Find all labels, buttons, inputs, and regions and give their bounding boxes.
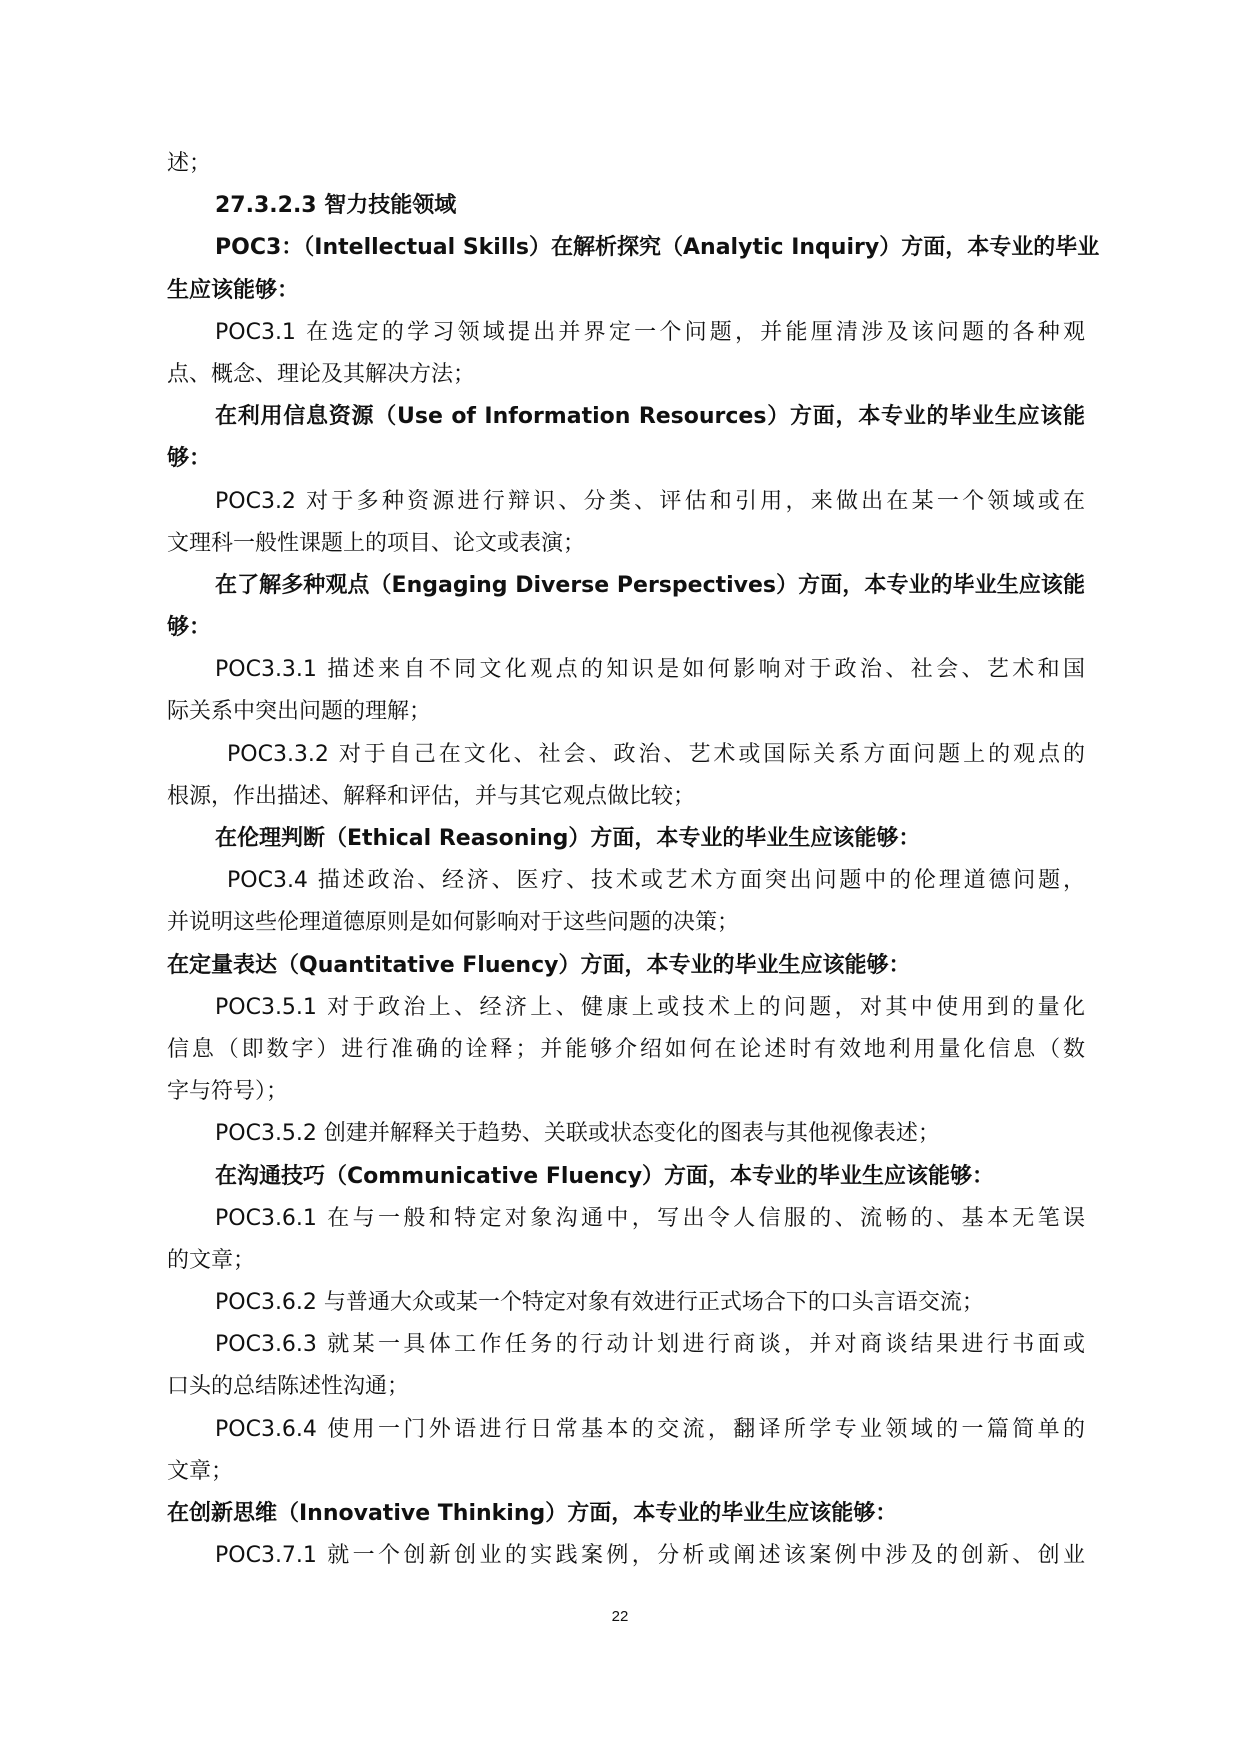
body-text-line: POC3.1 在选定的学习领域提出并界定一个问题，并能厘清涉及该问题的各种观 xyxy=(215,319,1085,345)
body-text-line: 信息（即数字）进行准确的诠释；并能够介绍如何在论述时有效地利用量化信息（数 xyxy=(167,1036,1085,1062)
document-body xyxy=(167,143,1100,1577)
section-heading-line: 够： xyxy=(167,615,212,641)
section-heading-line: 在了解多种观点（Engaging Diverse Perspectives）方面，本专业的毕业生应该能 xyxy=(215,572,1085,598)
body-text-line: POC3.5.1 对于政治上、经济上、健康上或技术上的问题，对其中使用到的量化 xyxy=(215,994,1085,1020)
section-heading-line: 27.3.2.3 智力技能领域 xyxy=(215,193,457,219)
section-heading-line: POC3：（Intellectual Skills）在解析探究（Analytic Inquiry）方面，本专业的毕业 xyxy=(215,235,1100,261)
body-text-line: POC3.6.1 在与一般和特定对象沟通中，写出令人信服的、流畅的、基本无笔误 xyxy=(215,1205,1085,1231)
body-text-line: POC3.5.2 创建并解释关于趋势、关联或状态变化的图表与其他视像表述； xyxy=(215,1121,940,1147)
body-text-line: 点、概念、理论及其解决方法； xyxy=(167,361,476,387)
section-heading-line: 在利用信息资源（Use of Information Resources）方面，本专业的毕业生应该能 xyxy=(215,404,1085,430)
body-text-line: POC3.2 对于多种资源进行辩识、分类、评估和引用，来做出在某一个领域或在 xyxy=(215,488,1085,514)
body-text-line: 文章； xyxy=(167,1458,234,1484)
body-text-line: 字与符号）； xyxy=(167,1079,289,1105)
body-text-line: 并说明这些伦理道德原则是如何影响对于这些问题的决策； xyxy=(167,910,740,936)
section-heading-line: 够： xyxy=(167,446,212,472)
section-heading-line: 生应该能够： xyxy=(167,277,300,303)
body-text-line: 述； xyxy=(167,151,212,176)
section-heading-line: 在定量表达（Quantitative Fluency）方面，本专业的毕业生应该能够： xyxy=(167,952,911,978)
body-text-line: 际关系中突出问题的理解； xyxy=(167,699,432,725)
body-text-line: POC3.6.2 与普通大众或某一个特定对象有效进行正式场合下的口头言语交流； xyxy=(215,1290,984,1316)
page-number: 22 xyxy=(611,1608,629,1625)
section-heading-line: 在创新思维（Innovative Thinking）方面，本专业的毕业生应该能够： xyxy=(167,1501,898,1526)
body-text-line: 根源，作出描述、解释和评估，并与其它观点做比较； xyxy=(167,783,696,809)
body-text-line: POC3.6.3 就某一具体工作任务的行动计划进行商谈，并对商谈结果进行书面或 xyxy=(215,1332,1085,1358)
body-text-line: 的文章； xyxy=(167,1247,256,1273)
body-text-line: POC3.6.4 使用一门外语进行日常基本的交流，翻译所学专业领域的一篇简单的 xyxy=(215,1416,1085,1442)
body-text-line: POC3.3.1 描述来自不同文化观点的知识是如何影响对于政治、社会、艺术和国 xyxy=(215,657,1085,683)
body-text-line: POC3.3.2 对于自己在文化、社会、政治、艺术或国际关系方面问题上的观点的 xyxy=(227,741,1085,767)
section-heading-line: 在伦理判断（Ethical Reasoning）方面，本专业的毕业生应该能够： xyxy=(215,826,921,851)
body-text-line: 口头的总结陈述性沟通； xyxy=(167,1374,410,1400)
body-text-line: POC3.4 描述政治、经济、医疗、技术或艺术方面突出问题中的伦理道德问题， xyxy=(227,868,1085,894)
body-text-line: 文理科一般性课题上的项目、论文或表演； xyxy=(167,530,586,556)
body-text-line: POC3.7.1 就一个创新创业的实践案例，分析或阐述该案例中涉及的创新、创业 xyxy=(215,1543,1085,1569)
section-heading-line: 在沟通技巧（Communicative Fluency）方面，本专业的毕业生应该能够： xyxy=(215,1163,995,1189)
